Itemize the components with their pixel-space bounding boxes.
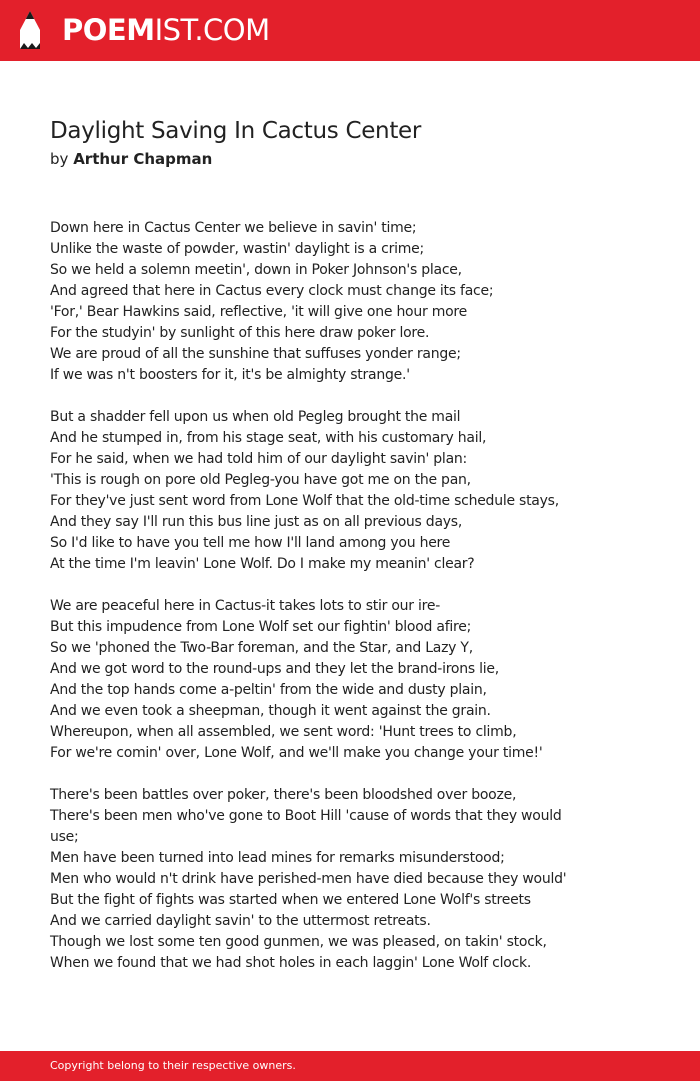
poem-line: And he stumped in, from his stage seat, with his customary hail, xyxy=(50,430,487,446)
poem-line: But a shadder fell upon us when old Pegleg brought the mail xyxy=(50,409,461,425)
poem-line: For they've just sent word from Lone Wolf that the old-time schedule stays, xyxy=(50,493,559,509)
poem-title: Daylight Saving In Cactus Center xyxy=(50,118,422,144)
poem-line: So we 'phoned the Two-Bar foreman, and the Star, and Lazy Y, xyxy=(50,640,473,656)
poem-line: When we found that we had shot holes in each laggin' Lone Wolf clock. xyxy=(50,955,532,971)
poem-body xyxy=(50,218,590,995)
stanza xyxy=(50,785,590,974)
poem-line: We are peaceful here in Cactus-it takes lots to stir our ire- xyxy=(50,598,441,614)
poem-line: Whereupon, when all assembled, we sent word: 'Hunt trees to climb, xyxy=(50,724,517,740)
site-header xyxy=(0,0,700,61)
stanza xyxy=(50,218,590,386)
byline-prefix: by xyxy=(50,150,69,168)
logo-bold-text: POEM xyxy=(62,13,155,47)
poem-line: For the studyin' by sunlight of this here draw poker lore. xyxy=(50,325,430,341)
poem-line: But this impudence from Lone Wolf set our fightin' blood afire; xyxy=(50,619,472,635)
poem-line: And they say I'll run this bus line just as on all previous days, xyxy=(50,514,463,530)
site-logo[interactable] xyxy=(62,12,270,48)
poem-line: So we held a solemn meetin', down in Poker Johnson's place, xyxy=(50,262,462,278)
poem-line: And we even took a sheepman, though it went against the grain. xyxy=(50,703,491,719)
poem-line: Unlike the waste of powder, wastin' daylight is a crime; xyxy=(50,241,424,257)
poem-line: At the time I'm leavin' Lone Wolf. Do I make my meanin' clear? xyxy=(50,556,475,572)
poem-line: Though we lost some ten good gunmen, we was pleased, on takin' stock, xyxy=(50,934,547,950)
poem-line: And we carried daylight savin' to the uttermost retreats. xyxy=(50,913,431,929)
poem-line: If we was n't boosters for it, it's be almighty strange.' xyxy=(50,367,410,383)
poem-line: Men have been turned into lead mines for remarks misunderstood; xyxy=(50,850,505,866)
poem-line: For he said, when we had told him of our daylight savin' plan: xyxy=(50,451,467,467)
copyright-notice: Copyright belong to their respective owners. xyxy=(50,1059,296,1072)
poem-line: Men who would n't drink have perished-men have died because they would' xyxy=(50,871,567,887)
poem-line: There's been men who've gone to Boot Hill 'cause of words that they would use; xyxy=(50,808,562,845)
poem-line: And agreed that here in Cactus every clock must change its face; xyxy=(50,283,494,299)
poem-line: 'This is rough on pore old Pegleg-you have got me on the pan, xyxy=(50,472,471,488)
site-footer xyxy=(0,1051,700,1081)
stanza xyxy=(50,407,590,575)
poem-line: There's been battles over poker, there's been bloodshed over booze, xyxy=(50,787,517,803)
poem-line: Down here in Cactus Center we believe in savin' time; xyxy=(50,220,417,236)
logo-light-text: IST.COM xyxy=(154,13,270,47)
author-name: Arthur Chapman xyxy=(73,150,213,168)
poem-line: For we're comin' over, Lone Wolf, and we'll make you change your time!' xyxy=(50,745,543,761)
poem-line: 'For,' Bear Hawkins said, reflective, 'it will give one hour more xyxy=(50,304,467,320)
poem-line: And the top hands come a-peltin' from the wide and dusty plain, xyxy=(50,682,487,698)
stanza xyxy=(50,596,590,764)
poem-line: But the fight of fights was started when we entered Lone Wolf's streets xyxy=(50,892,531,908)
poem-line: So I'd like to have you tell me how I'll land among you here xyxy=(50,535,451,551)
pencil-tip-icon[interactable] xyxy=(18,10,42,50)
byline xyxy=(50,148,212,170)
poem-line: We are proud of all the sunshine that suffuses yonder range; xyxy=(50,346,461,362)
poem-line: And we got word to the round-ups and they let the brand-irons lie, xyxy=(50,661,499,677)
